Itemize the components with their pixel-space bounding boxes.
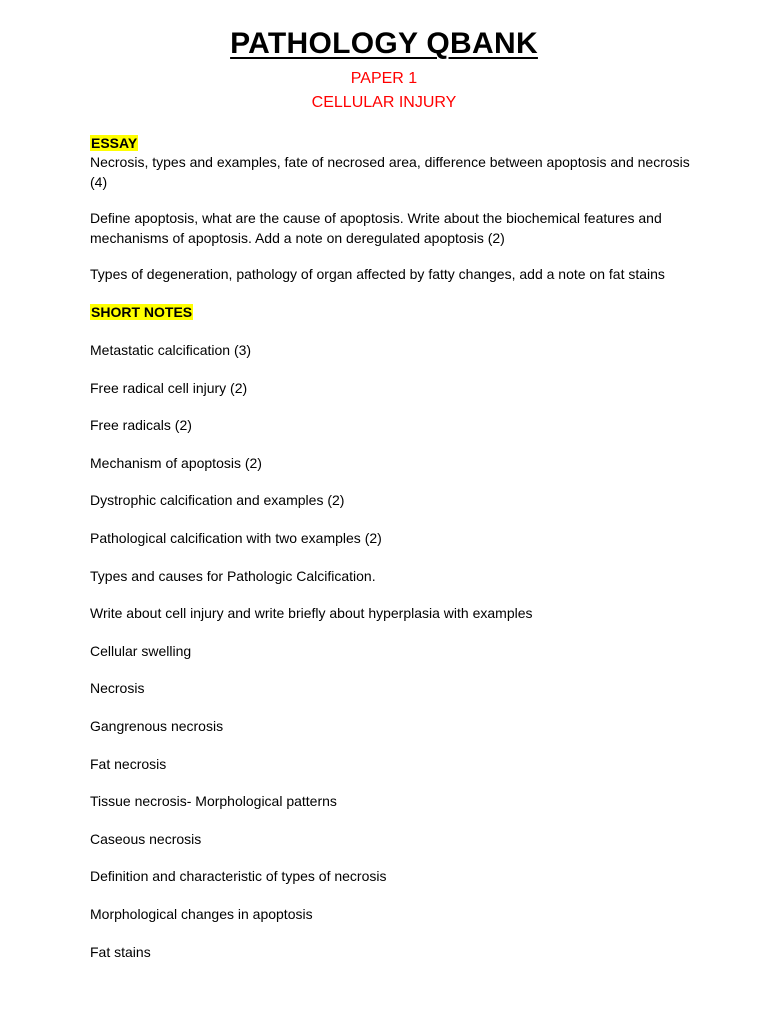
short-note-item: Pathological calcification with two examples (2) <box>90 530 382 546</box>
short-note-item: Gangrenous necrosis <box>90 718 224 734</box>
essay-item: Define apoptosis, what are the cause of apoptosis. Write about the biochemical features and mechanisms of apoptosis. Add a note on deregulated apoptosis (2) <box>90 210 662 246</box>
short-note-item: Fat stains <box>90 944 151 960</box>
essay-item: Types of degeneration, pathology of organ affected by fatty changes, add a note on fat stains <box>90 266 665 282</box>
short-note-item: Dystrophic calcification and examples (2) <box>90 492 345 508</box>
short-note-item: Definition and characteristic of types of necrosis <box>90 868 387 884</box>
essay-heading: ESSAY <box>91 135 138 151</box>
paper-subtitle: PAPER 1 <box>350 70 418 87</box>
short-note-item: Caseous necrosis <box>90 831 202 847</box>
short-note-item: Metastatic calcification (3) <box>90 342 252 358</box>
short-note-item: Morphological changes in apoptosis <box>90 906 313 922</box>
short-note-item: Tissue necrosis- Morphological patterns <box>90 793 337 809</box>
short-note-item: Write about cell injury and write briefly about hyperplasia with examples <box>90 605 533 621</box>
short-note-item: Necrosis <box>90 680 145 696</box>
short-note-item: Free radicals (2) <box>90 417 192 433</box>
short-note-item: Free radical cell injury (2) <box>90 380 248 396</box>
essay-item: Necrosis, types and examples, fate of necrosed area, difference between apoptosis and necrosis (4) <box>90 154 690 190</box>
short-note-item: Fat necrosis <box>90 756 167 772</box>
short-note-item: Types and causes for Pathologic Calcification. <box>90 568 376 584</box>
short-note-item: Mechanism of apoptosis (2) <box>90 455 262 471</box>
essay-heading-line <box>90 133 138 153</box>
page-title <box>0 26 768 62</box>
short-notes-heading-line <box>90 302 193 322</box>
short-note-item: Cellular swelling <box>90 643 192 659</box>
page-title-text: PATHOLOGY QBANK <box>230 27 538 60</box>
short-notes-heading: SHORT NOTES <box>91 304 193 320</box>
topic-subtitle: CELLULAR INJURY <box>311 94 457 111</box>
